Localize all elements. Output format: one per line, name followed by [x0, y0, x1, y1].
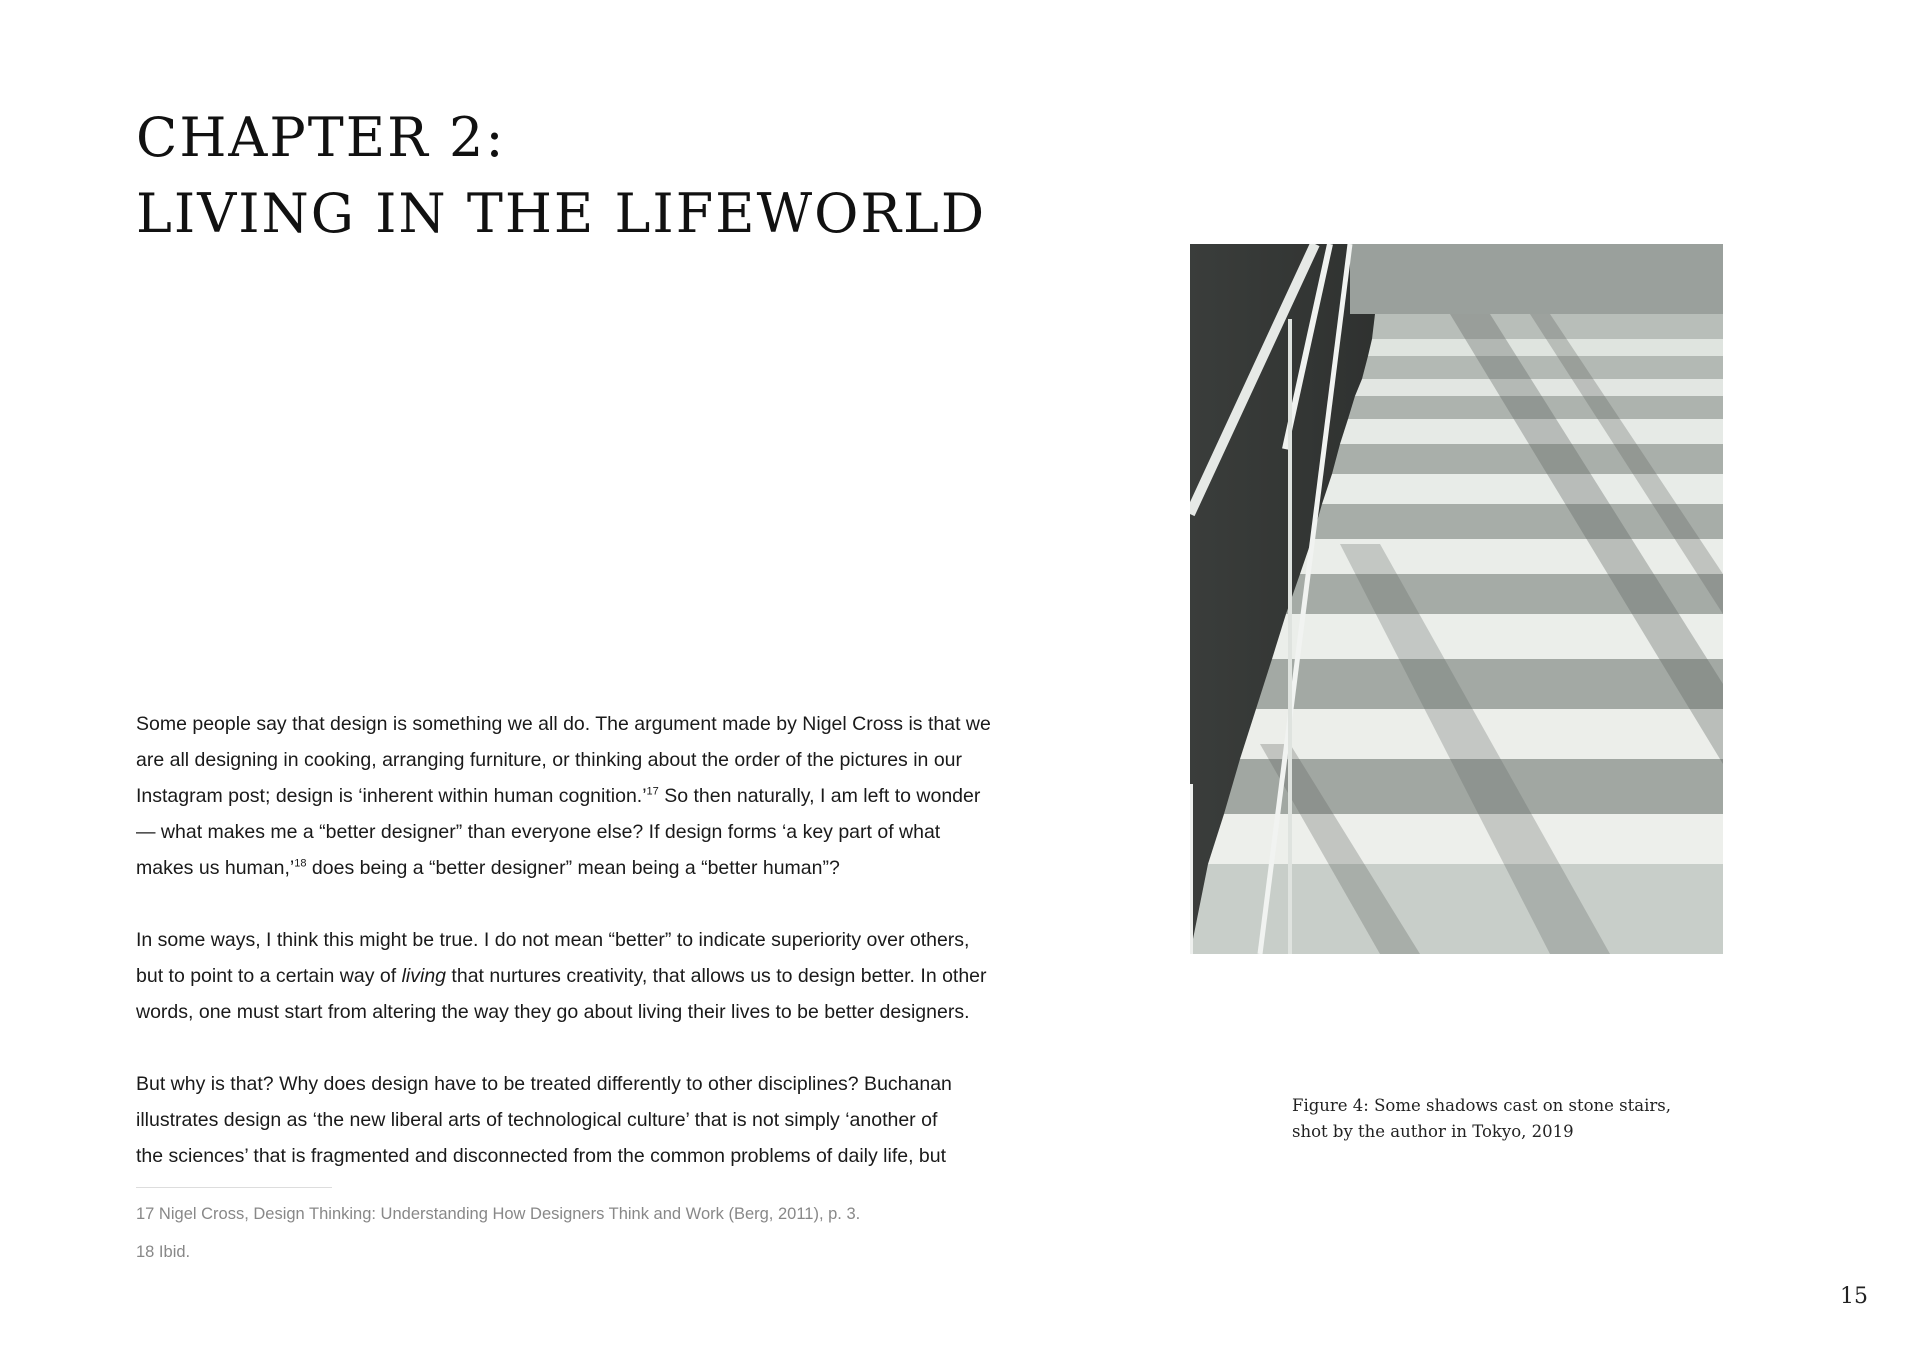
caption-line: shot by the author in Tokyo, 2019 [1292, 1122, 1574, 1141]
text-line: But why is that? Why does design have to be treated differently to other disciplines? Buchanan [136, 1073, 952, 1095]
text-line: words, one must start from altering the way they go about living their lives to be better designers. [136, 1001, 970, 1023]
text-segment: but to point to a certain way of [136, 965, 402, 987]
text-line: are all designing in cooking, arranging furniture, or thinking about the order of the pictures in our [136, 749, 962, 771]
paragraph-3 [136, 1066, 1036, 1174]
stairs-photo-illustration [1190, 244, 1723, 954]
text-segment: does being a “better designer” mean being a “better human”? [306, 857, 840, 879]
footnote-divider [136, 1187, 332, 1188]
figure-caption [1292, 1093, 1671, 1145]
text-segment: So then naturally, I am left to wonder [658, 785, 981, 807]
text-line: In some ways, I think this might be true. I do not mean “better” to indicate superiority over others, [136, 929, 970, 951]
text-segment: that nurtures creativity, that allows us to design better. In other [446, 965, 987, 987]
paragraph-2 [136, 922, 1036, 1030]
paragraph-1 [136, 706, 1036, 886]
body-text [136, 706, 1036, 1174]
caption-line: Figure 4: Some shadows cast on stone stairs, [1292, 1096, 1671, 1115]
footnote-17: 17 Nigel Cross, Design Thinking: Understanding How Designers Think and Work (Berg, 2011), p. 3. [136, 1205, 861, 1223]
emphasis-living: living [401, 965, 447, 987]
text-line: — what makes me a “better designer” than everyone else? If design forms ‘a key part of what [136, 821, 941, 843]
page-number: 15 [1840, 1284, 1868, 1309]
chapter-number: CHAPTER 2: [136, 106, 506, 169]
text-line: illustrates design as ‘the new liberal arts of technological culture’ that is not simply ‘another of [136, 1109, 938, 1131]
footnote-ref-17[interactable]: 17 [646, 785, 659, 798]
text-line: the sciences’ that is fragmented and disconnected from the common problems of daily life, but [136, 1145, 947, 1167]
text-line [136, 850, 1036, 886]
figure-stairs-photo [1190, 244, 1723, 954]
text-line [136, 778, 1036, 814]
footnote-18: 18 Ibid. [136, 1243, 191, 1261]
text-line [136, 958, 1036, 994]
text-line: Some people say that design is something we all do. The argument made by Nigel Cross is that we [136, 713, 991, 735]
chapter-name: LIVING IN THE LIFEWORLD [136, 182, 987, 245]
footnote-ref-18[interactable]: 18 [294, 857, 307, 870]
text-segment: makes us human,’ [136, 857, 295, 879]
footnotes [136, 1195, 860, 1271]
text-segment: Instagram post; design is ‘inherent within human cognition.’ [136, 785, 647, 807]
chapter-title [136, 100, 986, 252]
